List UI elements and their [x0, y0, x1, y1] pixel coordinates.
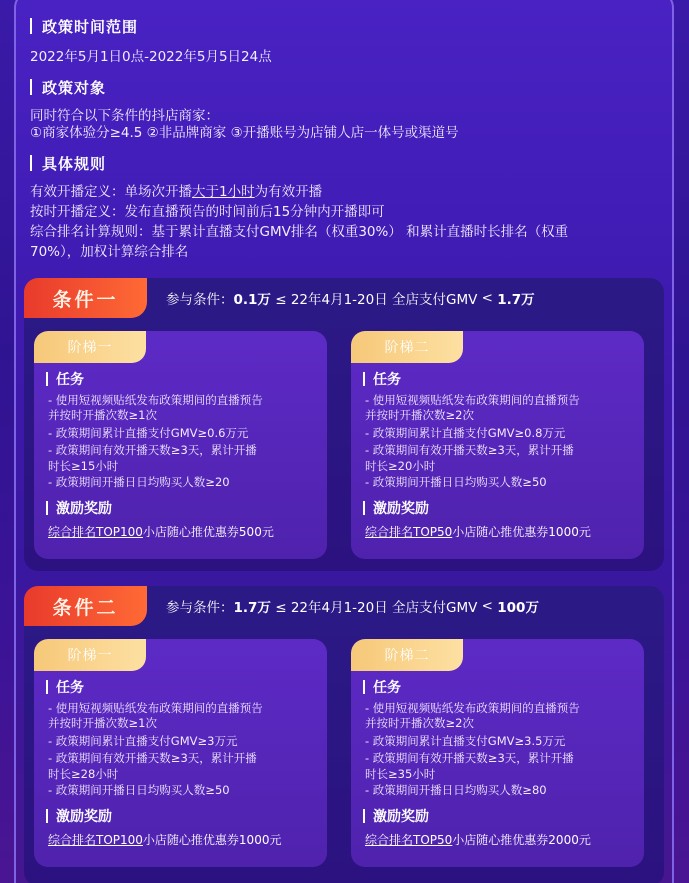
condition-op: < [481, 290, 498, 306]
tier-task-line: 并按时开播次数≥2次 [365, 716, 474, 730]
tier-task-line: - 政策期间开播日日均购买人数≥20 [48, 475, 230, 489]
tier-tag: 阶梯一 [34, 639, 146, 671]
tier-task-title: 任务 [373, 680, 401, 696]
tier-reward-title: 激励奖励 [56, 501, 112, 517]
condition-low: 0.1万 [233, 292, 271, 308]
condition-mid: ≤ 22年4月1-20日 全店支付GMV [270, 292, 482, 308]
tier-reward-rank: 综合排名TOP50 [365, 525, 453, 539]
tier-reward-rank: 综合排名TOP100 [48, 525, 143, 539]
tier-reward-rank: 综合排名TOP100 [48, 833, 143, 847]
rules-line-2: 按时开播定义：发布直播预告的时间前后15分钟内开播即可 [30, 204, 385, 220]
section-bar [363, 809, 365, 823]
section-target-title: 政策对象 [42, 78, 107, 97]
target-line-1: 同时符合以下条件的抖店商家： [30, 108, 219, 124]
section-time-header [30, 15, 138, 37]
tier-task-header [363, 369, 401, 389]
section-bar [30, 18, 32, 34]
tier-task-title: 任务 [373, 372, 401, 388]
tier-card-2-1 [34, 639, 327, 867]
rules-line-1-post: 为有效开播 [254, 184, 323, 200]
tier-task-line: - 政策期间有效开播天数≥3天，累计开播 [365, 751, 574, 765]
condition-mid: ≤ 22年4月1-20日 全店支付GMV [270, 600, 482, 616]
rules-line-3: 综合排名计算规则：基于累计直播支付GMV排名（权重30%） 和累计直播时长排名（权重 [30, 224, 569, 240]
tier-reward-header [46, 806, 112, 826]
tier-task-line: - 政策期间累计直播支付GMV≥3.5万元 [365, 734, 566, 748]
condition-tag: 条件二 [24, 586, 147, 626]
tier-task-header [46, 369, 84, 389]
tier-task-title: 任务 [56, 680, 84, 696]
tier-reward-header [363, 498, 429, 518]
tier-reward-header [363, 806, 429, 826]
section-bar [46, 501, 48, 515]
tier-reward-text [48, 832, 281, 848]
section-bar [363, 501, 365, 515]
tier-reward-header [46, 498, 112, 518]
section-bar [363, 680, 365, 694]
condition-prefix: 参与条件： [166, 292, 234, 308]
condition-text [166, 586, 539, 626]
tier-task-line: - 使用短视频贴纸发布政策期间的直播预告 [365, 393, 580, 407]
tier-task-line: - 政策期间有效开播天数≥3天，累计开播 [48, 751, 257, 765]
section-bar [30, 155, 32, 171]
section-bar [46, 809, 48, 823]
tier-task-line: - 使用短视频贴纸发布政策期间的直播预告 [48, 701, 263, 715]
condition-card-2 [24, 586, 664, 883]
rules-line-1-pre: 有效开播定义：单场次开播 [30, 184, 192, 200]
tier-task-line: - 政策期间累计直播支付GMV≥0.8万元 [365, 426, 566, 440]
section-bar [46, 372, 48, 386]
tier-reward-title: 激励奖励 [373, 501, 429, 517]
tier-card-1-2 [351, 331, 644, 559]
tier-task-line: - 政策期间有效开播天数≥3天，累计开播 [365, 443, 574, 457]
tier-tag: 阶梯二 [351, 331, 463, 363]
condition-tag: 条件一 [24, 278, 147, 318]
tier-task-line: 时长≥15小时 [48, 459, 119, 473]
condition-high: 1.7万 [497, 292, 535, 308]
tier-reward-rank: 综合排名TOP50 [365, 833, 453, 847]
tier-task-line: - 使用短视频贴纸发布政策期间的直播预告 [365, 701, 580, 715]
condition-prefix: 参与条件： [166, 600, 234, 616]
tier-reward-text [365, 524, 591, 540]
tier-reward-prize: 小店随心推优惠券2000元 [452, 833, 591, 847]
target-line-2: ①商家体验分≥4.5 ②非品牌商家 ③开播账号为店铺人店一体号或渠道号 [30, 125, 459, 141]
tier-task-line: 时长≥35小时 [365, 767, 436, 781]
rules-line-1-highlight: 大于1小时 [192, 184, 255, 200]
tier-task-line: - 政策期间开播日日均购买人数≥80 [365, 783, 547, 797]
condition-high: 100万 [497, 600, 539, 616]
tier-tag: 阶梯一 [34, 331, 146, 363]
tier-reward-text [365, 832, 591, 848]
time-range-text: 2022年5月1日0点-2022年5月5日24点 [30, 49, 272, 65]
tier-card-2-2 [351, 639, 644, 867]
tier-reward-prize: 小店随心推优惠券1000元 [452, 525, 591, 539]
tier-task-title: 任务 [56, 372, 84, 388]
condition-op: < [481, 598, 498, 614]
tier-task-line: - 政策期间开播日日均购买人数≥50 [48, 783, 230, 797]
tier-task-line: - 政策期间有效开播天数≥3天，累计开播 [48, 443, 257, 457]
tier-reward-title: 激励奖励 [373, 809, 429, 825]
section-time-title: 政策时间范围 [42, 17, 139, 36]
tier-task-line: 并按时开播次数≥1次 [48, 716, 157, 730]
tier-task-line: - 政策期间累计直播支付GMV≥0.6万元 [48, 426, 249, 440]
tier-reward-prize: 小店随心推优惠券500元 [142, 525, 274, 539]
section-rules-header [30, 152, 106, 174]
tier-card-1-1 [34, 331, 327, 559]
condition-low: 1.7万 [233, 600, 271, 616]
tier-reward-text [48, 524, 274, 540]
tier-task-line: - 政策期间累计直播支付GMV≥3万元 [48, 734, 238, 748]
tier-task-line: - 政策期间开播日日均购买人数≥50 [365, 475, 547, 489]
rules-line-4: 70%），加权计算综合排名 [30, 244, 189, 260]
tier-tag: 阶梯二 [351, 639, 463, 671]
section-bar [363, 372, 365, 386]
section-bar [30, 79, 32, 95]
tier-task-line: 并按时开播次数≥1次 [48, 408, 157, 422]
section-rules-title: 具体规则 [42, 154, 107, 173]
tier-reward-title: 激励奖励 [56, 809, 112, 825]
rules-line-1 [30, 182, 322, 202]
section-bar [46, 680, 48, 694]
tier-task-line: 时长≥28小时 [48, 767, 119, 781]
tier-task-header [46, 677, 84, 697]
tier-task-header [363, 677, 401, 697]
condition-card-1 [24, 278, 664, 571]
tier-task-line: 时长≥20小时 [365, 459, 436, 473]
condition-text [166, 278, 535, 318]
section-target-header [30, 76, 106, 98]
tier-task-line: 并按时开播次数≥2次 [365, 408, 474, 422]
tier-task-line: - 使用短视频贴纸发布政策期间的直播预告 [48, 393, 263, 407]
tier-reward-prize: 小店随心推优惠券1000元 [142, 833, 282, 847]
